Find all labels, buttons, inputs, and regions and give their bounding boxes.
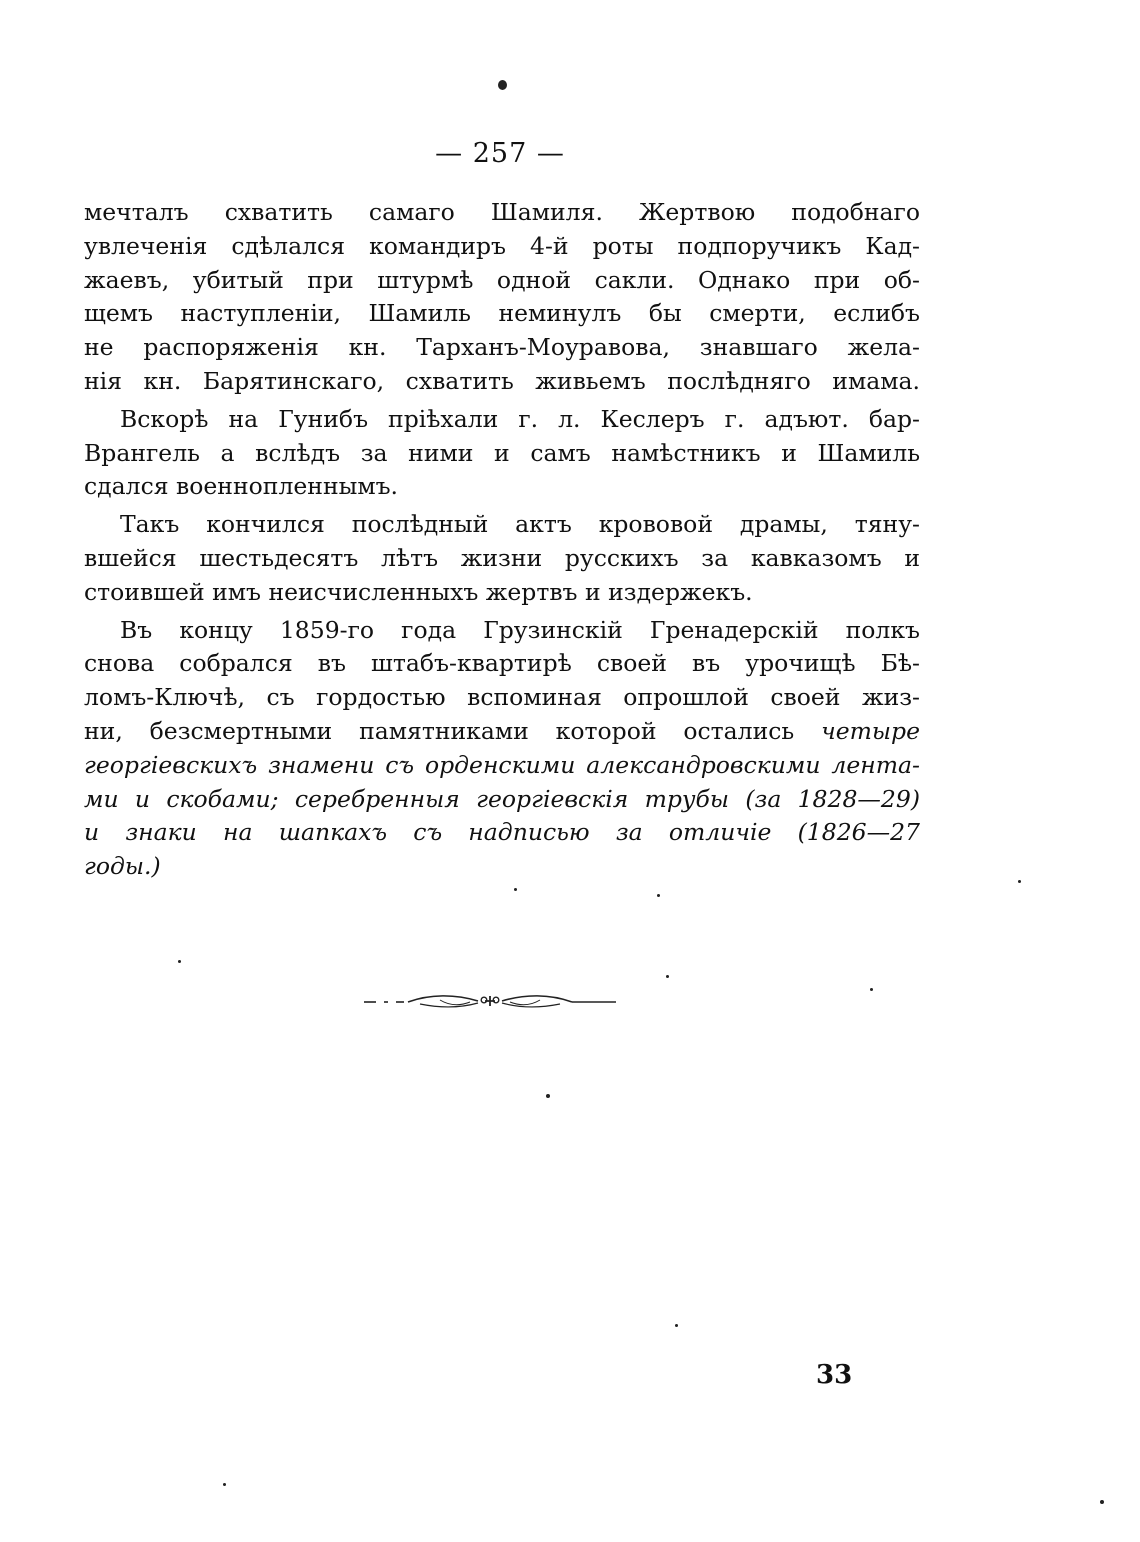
- text-line: щемъ наступленіи, Шамиль неминулъ бы смерти, еслибъ: [84, 299, 920, 328]
- scan-speck: [223, 1483, 226, 1486]
- body-text: [84, 196, 920, 884]
- text-line: Врангель а вслѣдъ за ними и самъ намѣстникъ и Шамиль: [84, 438, 920, 467]
- text-line: снова собрался въ штабъ-квартирѣ своей въ урочищѣ Бѣ-: [84, 649, 920, 678]
- text-line: ломъ-Ключѣ, съ гордостью вспоминая опрошлой своей жиз-: [84, 683, 920, 712]
- text-line: [84, 715, 920, 749]
- text-line: Такъ кончился послѣдный актъ крововой драмы, тяну-: [120, 510, 920, 539]
- ornament-divider: [360, 986, 620, 1016]
- scan-speck: [514, 888, 517, 891]
- text-line: не распоряженія кн. Тарханъ-Моуравова, знавшаго жела-: [84, 333, 920, 362]
- text-line: и знаки на шапкахъ съ надписью за отличіе (1826—27: [84, 818, 920, 847]
- scan-speck: [657, 894, 660, 897]
- scan-speck: [1018, 880, 1021, 883]
- scan-speck: [870, 988, 873, 991]
- italic-segment: четыре: [821, 716, 920, 745]
- scan-speck: [498, 80, 507, 90]
- signature-mark: 33: [816, 1360, 853, 1390]
- text-line: годы.): [84, 852, 161, 881]
- text-line: увлеченія сдѣлался командиръ 4-й роты подпоручикъ Кад-: [84, 231, 920, 260]
- text-line: вшейся шестьдесятъ лѣтъ жизни русскихъ за кавказомъ и: [84, 543, 920, 572]
- scan-speck: [666, 975, 669, 978]
- text-line: Въ концу 1859-го года Грузинскій Гренадерскій полкъ: [120, 615, 920, 644]
- text-line: сдался военнопленнымъ.: [84, 472, 399, 501]
- text-line: мечталъ схватить самаго Шамиля. Жертвою подобнаго: [84, 198, 920, 226]
- text-line: жаевъ, убитый при штурмѣ одной сакли. Однако при об-: [84, 265, 920, 294]
- text-segment: ни, безсмертными памятниками которой остались: [84, 716, 795, 745]
- text-line: Вскорѣ на Гунибъ пріѣхали г. л. Кеслеръ г. адъют. бар-: [120, 404, 920, 433]
- text-line: нія кн. Барятинскаго, схватить живьемъ послѣдняго имама.: [84, 366, 920, 395]
- scan-speck: [546, 1094, 550, 1098]
- text-line: георгіевскихъ знамени съ орденскими александровскими лента-: [84, 750, 920, 779]
- page-number: — 257 —: [435, 138, 565, 169]
- text-line: ми и скобами; серебренныя георгіевскія трубы (за 1828—29): [84, 784, 920, 813]
- text-line: стоившей имъ неисчисленныхъ жертвъ и издержекъ.: [84, 577, 753, 606]
- scan-speck: [1100, 1500, 1104, 1504]
- scan-speck: [178, 960, 181, 963]
- scan-speck: [675, 1324, 678, 1327]
